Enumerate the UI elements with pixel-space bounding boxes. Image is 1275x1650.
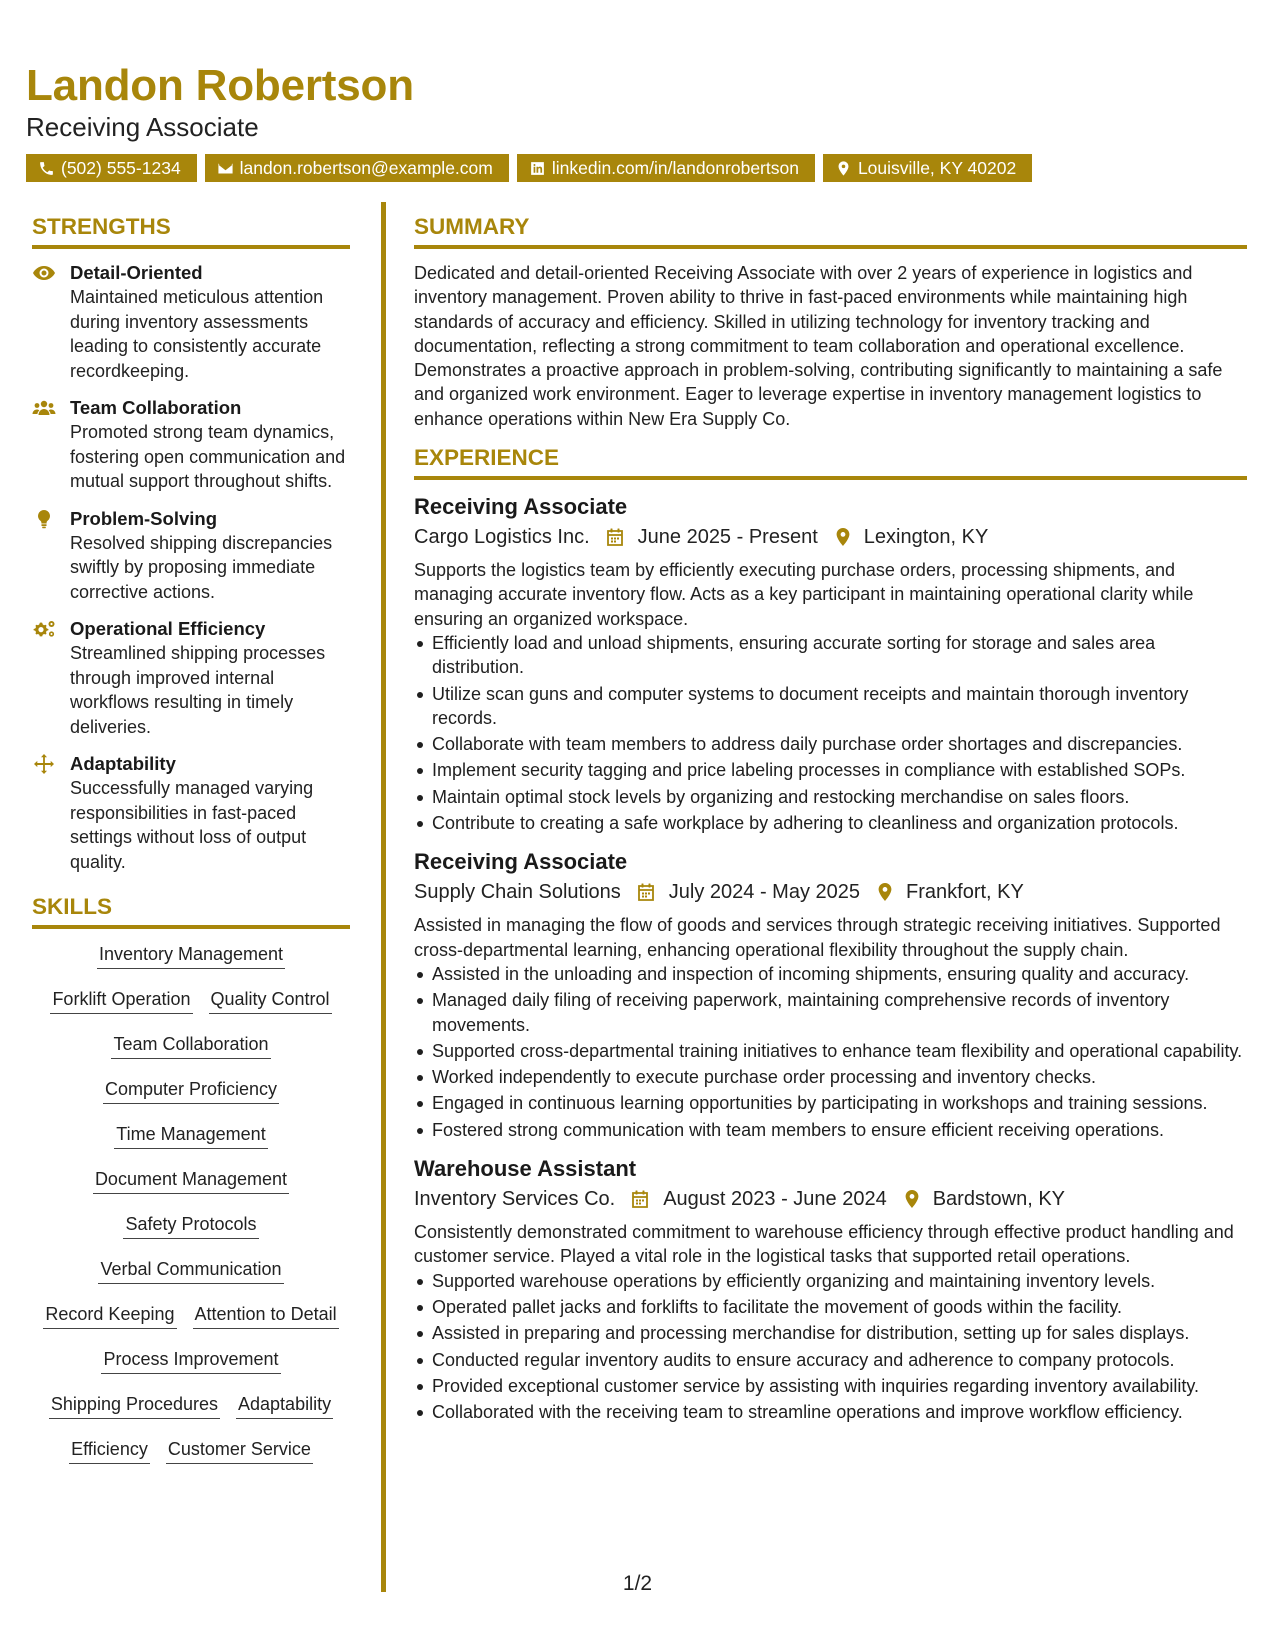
skill-row bbox=[32, 1258, 350, 1303]
skill-tag: Forklift Operation bbox=[50, 988, 192, 1014]
skill-row bbox=[32, 943, 350, 988]
candidate-role: Receiving Associate bbox=[26, 112, 259, 143]
calendar-icon bbox=[606, 527, 624, 547]
contact-phone-text: (502) 555-1234 bbox=[61, 157, 181, 178]
envelope-icon bbox=[217, 160, 234, 177]
job-bullet: Managed daily filing of receiving paperwork, maintaining comprehensive records of inventory movements. bbox=[414, 988, 1247, 1037]
map-pin-icon bbox=[876, 882, 894, 902]
job-company: Inventory Services Co. bbox=[414, 1188, 616, 1211]
job-company: Supply Chain Solutions bbox=[414, 881, 621, 904]
skill-tag: Safety Protocols bbox=[123, 1213, 258, 1239]
strength-title: Team Collaboration bbox=[70, 397, 242, 418]
skill-row bbox=[32, 1213, 350, 1258]
job-location: Frankfort, KY bbox=[906, 881, 1024, 904]
arrows-move-icon bbox=[32, 754, 56, 774]
strength-desc: Maintained meticulous attention during inventory assessments leading to consistently accurate recordkeeping. bbox=[70, 287, 324, 381]
strength-desc: Streamlined shipping processes through improved internal workflows resulting in timely deliveries. bbox=[70, 643, 326, 737]
skill-tag: Quality Control bbox=[209, 988, 332, 1014]
skill-tag: Attention to Detail bbox=[193, 1303, 339, 1329]
skill-tag: Team Collaboration bbox=[111, 1033, 270, 1059]
strength-title: Adaptability bbox=[70, 753, 176, 774]
strength-title: Detail-Oriented bbox=[70, 262, 203, 283]
skill-row bbox=[32, 1303, 350, 1348]
left-column bbox=[32, 214, 350, 1483]
calendar-icon bbox=[637, 882, 655, 902]
map-pin-icon bbox=[903, 1189, 921, 1209]
job-bullet: Engaged in continuous learning opportunities by participating in workshops and training sessions. bbox=[414, 1091, 1247, 1115]
skill-tag: Verbal Communication bbox=[98, 1258, 283, 1284]
skill-tag: Record Keeping bbox=[43, 1303, 176, 1329]
job-title: Receiving Associate bbox=[414, 849, 628, 875]
job-company: Cargo Logistics Inc. bbox=[414, 526, 590, 549]
strength-desc: Successfully managed varying responsibilities in fast-paced settings without loss of output quality. bbox=[70, 778, 314, 872]
skills-list bbox=[32, 943, 350, 1483]
job-dates: July 2024 - May 2025 bbox=[668, 881, 861, 904]
strength-item bbox=[32, 752, 350, 874]
strength-title: Problem-Solving bbox=[70, 507, 217, 529]
phone-icon bbox=[38, 160, 55, 177]
skill-tag: Adaptability bbox=[236, 1393, 333, 1419]
job-bullets bbox=[414, 1269, 1247, 1425]
job-title: Receiving Associate bbox=[414, 494, 628, 520]
job-bullet: Implement security tagging and price labeling processes in compliance with established SOPs. bbox=[414, 758, 1247, 782]
skill-row bbox=[32, 1123, 350, 1168]
job-bullet: Supported cross-departmental training initiatives to enhance team flexibility and operational capability. bbox=[414, 1039, 1247, 1063]
skill-row bbox=[32, 1393, 350, 1438]
job-location: Lexington, KY bbox=[863, 526, 989, 549]
skill-row bbox=[32, 1078, 350, 1123]
job-description: Supports the logistics team by efficiently executing purchase orders, processing shipments, and managing accurate inventory flow. Acts as a key participant in maintaining operational clarity while ensuring an organized workspace. bbox=[414, 560, 1194, 629]
skill-row bbox=[32, 1168, 350, 1213]
job-bullet: Contribute to creating a safe workplace by adhering to cleanliness and organization protocols. bbox=[414, 811, 1247, 835]
job-entry bbox=[414, 492, 1247, 835]
strength-desc: Promoted strong team dynamics, fostering open communication and mutual support throughout shifts. bbox=[70, 422, 346, 491]
contact-phone[interactable] bbox=[26, 154, 197, 182]
summary-heading: SUMMARY bbox=[414, 214, 1247, 249]
skill-row bbox=[32, 1348, 350, 1393]
job-bullets bbox=[414, 631, 1247, 835]
job-entry bbox=[414, 847, 1247, 1142]
contact-linkedin[interactable] bbox=[517, 154, 815, 182]
job-bullet: Conducted regular inventory audits to ensure accuracy and adherence to company protocols. bbox=[414, 1348, 1247, 1372]
skill-row bbox=[32, 988, 350, 1033]
calendar-icon bbox=[631, 1189, 649, 1209]
experience-heading: EXPERIENCE bbox=[414, 445, 1247, 480]
summary-text: Dedicated and detail-oriented Receiving Associate with over 2 years of experience in logistics and inventory management. Proven ability to thrive in fast-paced environments while maintaining high standards of accuracy and efficiency. Skilled in utilizing technology for inventory tracking and documentation, reflecting a strong commitment to team collaboration and operational excellence. Demonstrates a proactive approach in problem-solving, contributing significantly to maintaining a safe and organized work environment. Eager to leverage expertise in inventory management logistics to enhance operations within New Era Supply Co. bbox=[414, 263, 1223, 429]
strength-item bbox=[32, 507, 350, 605]
job-bullet: Provided exceptional customer service by assisting with inquiries regarding inventory availability. bbox=[414, 1374, 1247, 1398]
strength-item bbox=[32, 396, 350, 494]
users-icon bbox=[32, 398, 56, 418]
skills-heading: SKILLS bbox=[32, 894, 350, 929]
job-bullets bbox=[414, 962, 1247, 1142]
job-dates: August 2023 - June 2024 bbox=[663, 1188, 887, 1211]
job-bullet: Fostered strong communication with team members to ensure efficient receiving operations. bbox=[414, 1118, 1247, 1142]
job-bullet: Worked independently to execute purchase order processing and inventory checks. bbox=[414, 1065, 1247, 1089]
skill-row bbox=[32, 1033, 350, 1078]
job-bullet: Collaborate with team members to address daily purchase order shortages and discrepancies. bbox=[414, 732, 1247, 756]
strengths-heading: STRENGTHS bbox=[32, 214, 350, 249]
skill-tag: Customer Service bbox=[166, 1438, 313, 1464]
contact-email[interactable] bbox=[205, 154, 509, 182]
job-bullet: Assisted in the unloading and inspection of incoming shipments, ensuring quality and accuracy. bbox=[414, 962, 1247, 986]
job-bullet: Collaborated with the receiving team to streamline operations and improve workflow efficiency. bbox=[414, 1400, 1247, 1424]
map-pin-icon bbox=[834, 527, 852, 547]
strength-item bbox=[32, 261, 350, 383]
job-description: Consistently demonstrated commitment to warehouse efficiency through effective product handling and customer service. Played a vital role in the logistical tasks that supported retail operations. bbox=[414, 1222, 1234, 1267]
resume-header bbox=[26, 62, 1256, 182]
skill-tag: Efficiency bbox=[69, 1438, 150, 1464]
skill-tag: Process Improvement bbox=[101, 1348, 280, 1374]
job-meta bbox=[414, 877, 1247, 907]
contact-email-text: landon.robertson@example.com bbox=[239, 157, 493, 178]
skill-tag: Document Management bbox=[93, 1168, 289, 1194]
skill-tag: Shipping Procedures bbox=[49, 1393, 220, 1419]
page-number: 1/2 bbox=[622, 1572, 653, 1595]
strength-item bbox=[32, 617, 350, 739]
job-bullet: Operated pallet jacks and forklifts to facilitate the movement of goods within the facility. bbox=[414, 1295, 1247, 1319]
linkedin-icon bbox=[529, 160, 546, 177]
column-divider bbox=[381, 202, 386, 1592]
job-title: Warehouse Assistant bbox=[414, 1156, 637, 1182]
strength-title: Operational Efficiency bbox=[70, 618, 266, 639]
job-meta bbox=[414, 1184, 1247, 1214]
skill-tag: Time Management bbox=[114, 1123, 267, 1149]
gears-icon bbox=[32, 619, 56, 639]
job-bullet: Assisted in preparing and processing merchandise for distribution, setting up for sales displays. bbox=[414, 1321, 1247, 1345]
contact-bar bbox=[26, 154, 1256, 182]
contact-linkedin-text: linkedin.com/in/landonrobertson bbox=[551, 157, 799, 178]
job-description: Assisted in managing the flow of goods and services through strategic receiving initiatives. Supported cross-departmental learning, enhancing operational flexibility throughout the supply chain. bbox=[414, 915, 1221, 960]
job-location: Bardstown, KY bbox=[932, 1188, 1066, 1211]
skill-tag: Inventory Management bbox=[97, 943, 285, 969]
skill-row bbox=[32, 1438, 350, 1483]
job-bullet: Supported warehouse operations by efficiently organizing and maintaining inventory levels. bbox=[414, 1269, 1247, 1293]
job-entry bbox=[414, 1154, 1247, 1424]
contact-location-text: Louisville, KY 40202 bbox=[857, 157, 1017, 178]
map-pin-icon bbox=[835, 160, 852, 177]
candidate-name: Landon Robertson bbox=[26, 61, 414, 110]
contact-location bbox=[823, 154, 1032, 182]
eye-icon bbox=[32, 263, 56, 283]
job-bullet: Maintain optimal stock levels by organizing and restocking merchandise on sales floors. bbox=[414, 785, 1247, 809]
job-bullet: Utilize scan guns and computer systems to document receipts and maintain thorough inventory records. bbox=[414, 682, 1247, 731]
job-meta bbox=[414, 522, 1247, 552]
job-bullet: Efficiently load and unload shipments, ensuring accurate sorting for storage and sales area distribution. bbox=[414, 631, 1247, 680]
job-dates: June 2025 - Present bbox=[637, 526, 818, 549]
skill-tag: Computer Proficiency bbox=[103, 1078, 279, 1104]
lightbulb-icon bbox=[32, 509, 56, 529]
strength-desc: Resolved shipping discrepancies swiftly by proposing immediate corrective actions. bbox=[70, 532, 333, 602]
right-column bbox=[414, 214, 1247, 1436]
